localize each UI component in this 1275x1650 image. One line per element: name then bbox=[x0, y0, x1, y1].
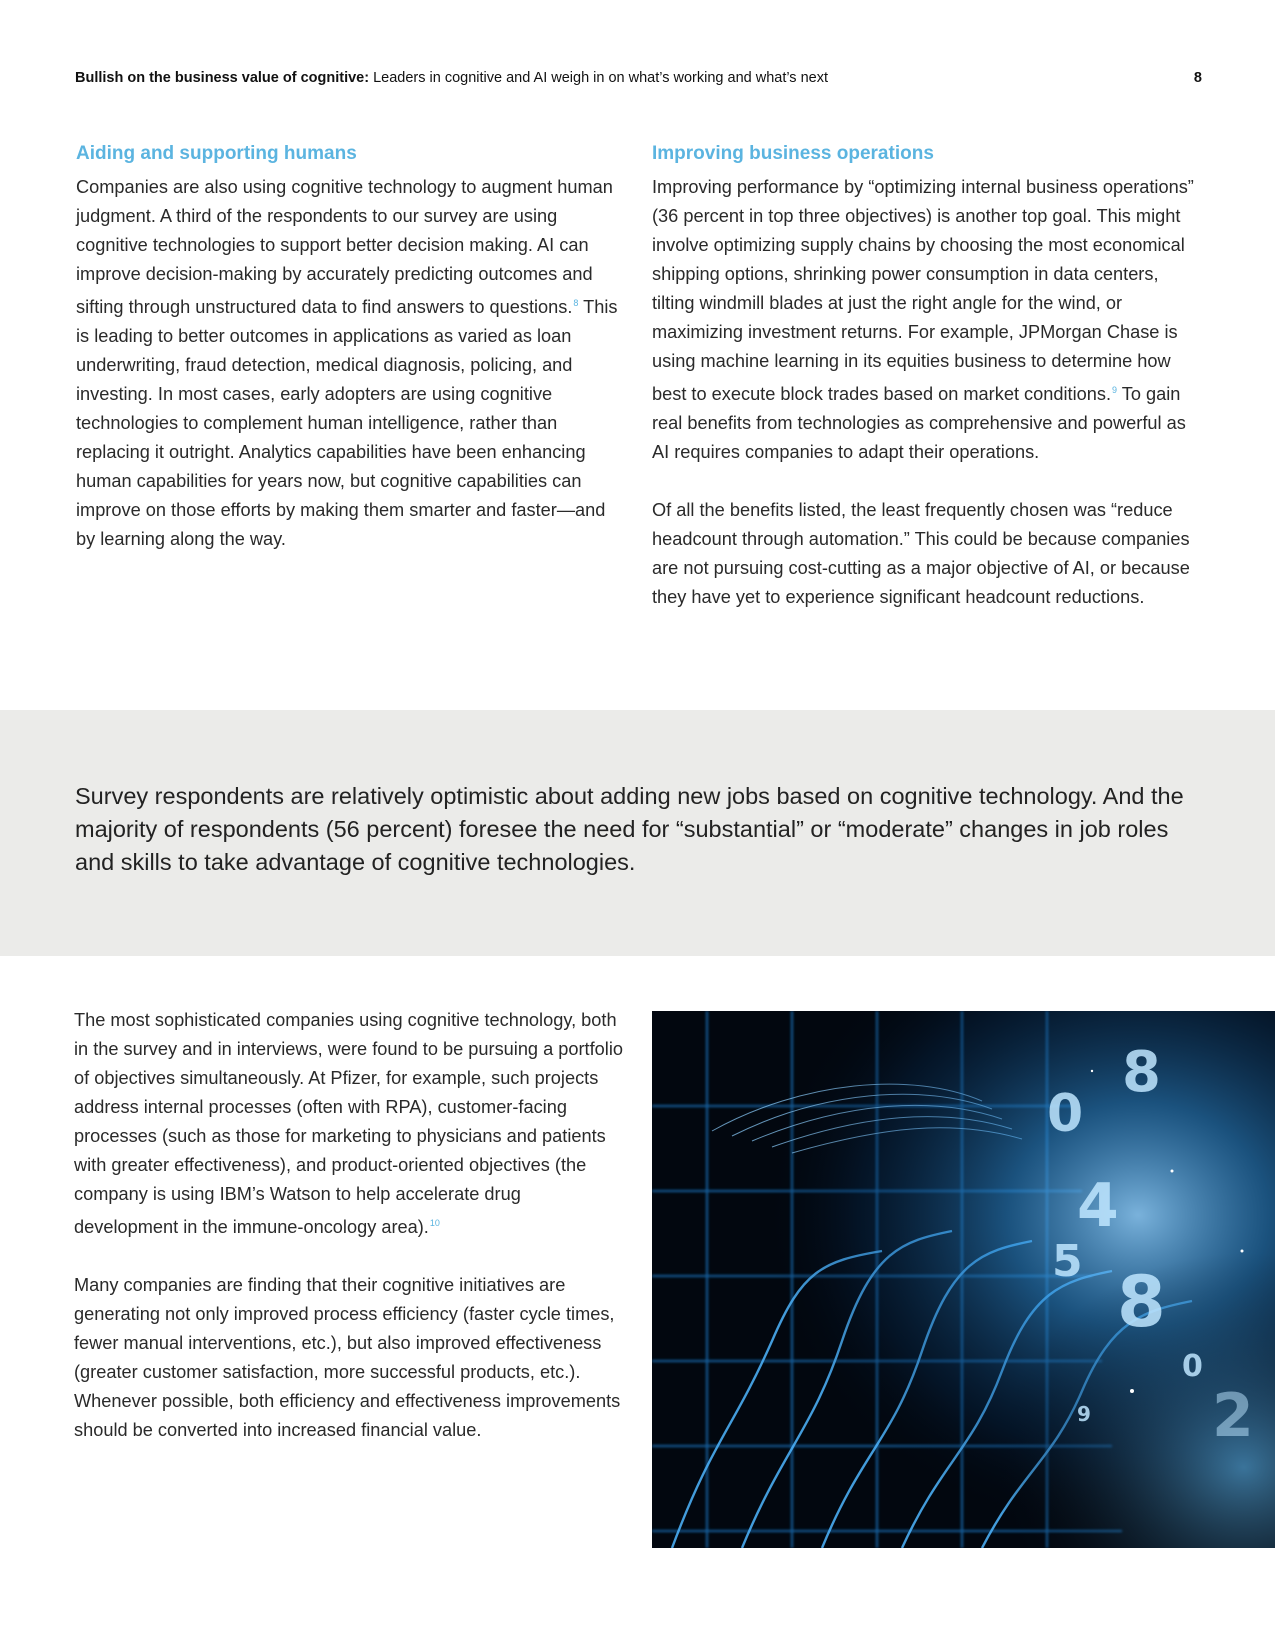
svg-text:9: 9 bbox=[1077, 1402, 1091, 1426]
svg-text:2: 2 bbox=[1212, 1381, 1254, 1451]
paragraph-text: To gain real benefits from technologies as comprehensive and powerful as AI requires companies to adapt their operations. bbox=[652, 384, 1186, 462]
pull-quote-band bbox=[0, 710, 1275, 956]
footnote-ref[interactable]: 10 bbox=[429, 1218, 440, 1228]
section-heading: Improving business operations bbox=[652, 143, 934, 164]
svg-text:8: 8 bbox=[1122, 1040, 1161, 1105]
svg-text:5: 5 bbox=[1052, 1236, 1083, 1287]
section-heading: Aiding and supporting humans bbox=[76, 143, 357, 164]
body-paragraph: Many companies are finding that their cognitive initiatives are generating not only improved process efficiency (faster cycle times, fewer manual interventions, etc.), but also improved effectiveness (greater customer satisfaction, more successful products, etc.). Whenever possible, both efficiency and effectiveness improvements should be converted into increased financial value. bbox=[74, 1275, 621, 1440]
svg-text:0: 0 bbox=[1182, 1349, 1203, 1384]
section-aiding-humans bbox=[76, 141, 626, 554]
paragraph-text: Improving performance by “optimizing internal business operations” (36 percent in top three objectives) is another top goal. This might involve optimizing supply chains by choosing the most economical shipping options, shrinking power consumption in data centers, tilting windmill blades at just the right angle for the wind, or maximizing investment returns. For example, JPMorgan Chase is using machine learning in its equities business to determine how best to execute block trades based on market conditions. bbox=[652, 177, 1194, 404]
body-paragraph bbox=[74, 1006, 624, 1242]
paragraph-text: The most sophisticated companies using cognitive technology, both in the survey and in interviews, were found to be pursuing a portfolio of objectives simultaneously. At Pfizer, for example, such projects address internal processes (often with RPA), customer-facing processes (such as those for marketing to physicians and patients with greater effectiveness), and product-oriented objectives (the company is using IBM’s Watson to help accelerate drug development in the immune-oncology area). bbox=[74, 1010, 623, 1237]
paragraph-text: This is leading to better outcomes in applications as varied as loan underwriting, fraud detection, medical diagnosis, policing, and investing. In most cases, early adopters are using cognitive technologies to complement human intelligence, rather than replacing it outright. Analytics capabilities have been enhancing human capabilities for years now, but cognitive capabilities can improve on those efforts by making them smarter and faster—and by learning along the way. bbox=[76, 297, 618, 549]
report-subtitle: Leaders in cognitive and AI weigh in on what’s working and what’s next bbox=[369, 70, 828, 86]
section-portfolio bbox=[74, 1006, 624, 1445]
photo-illustration bbox=[652, 1011, 1275, 1548]
svg-text:8: 8 bbox=[1117, 1261, 1166, 1343]
body-paragraph: Of all the benefits listed, the least frequently chosen was “reduce headcount through automation.” This could be because companies are not pursuing cost-cutting as a major objective of AI, or because they have yet to experience significant headcount reductions. bbox=[652, 500, 1190, 607]
footnote-ref[interactable]: 9 bbox=[1112, 385, 1118, 395]
footnote-ref[interactable]: 8 bbox=[573, 298, 579, 308]
svg-text:4: 4 bbox=[1077, 1171, 1119, 1241]
page-number: 8 bbox=[1193, 70, 1202, 86]
running-head bbox=[75, 70, 1202, 86]
pull-quote: Survey respondents are relatively optimistic about adding new jobs based on cognitive technology. And the majority of respondents (56 percent) foresee the need for “substantial” or “moderate” changes in job roles and skills to take advantage of cognitive technologies. bbox=[75, 783, 1184, 875]
section-business-operations bbox=[652, 141, 1202, 612]
abstract-digital-grid-image bbox=[652, 1011, 1275, 1548]
report-title: Bullish on the business value of cognitive: bbox=[75, 70, 370, 86]
body-paragraph bbox=[76, 173, 626, 554]
svg-text:0: 0 bbox=[1047, 1084, 1084, 1144]
body-paragraph bbox=[652, 173, 1202, 467]
paragraph-text: Companies are also using cognitive technology to augment human judgment. A third of the respondents to our survey are using cognitive technologies to support better decision making. AI can improve decision-making by accurately predicting outcomes and sifting through unstructured data to find answers to questions. bbox=[76, 177, 613, 317]
